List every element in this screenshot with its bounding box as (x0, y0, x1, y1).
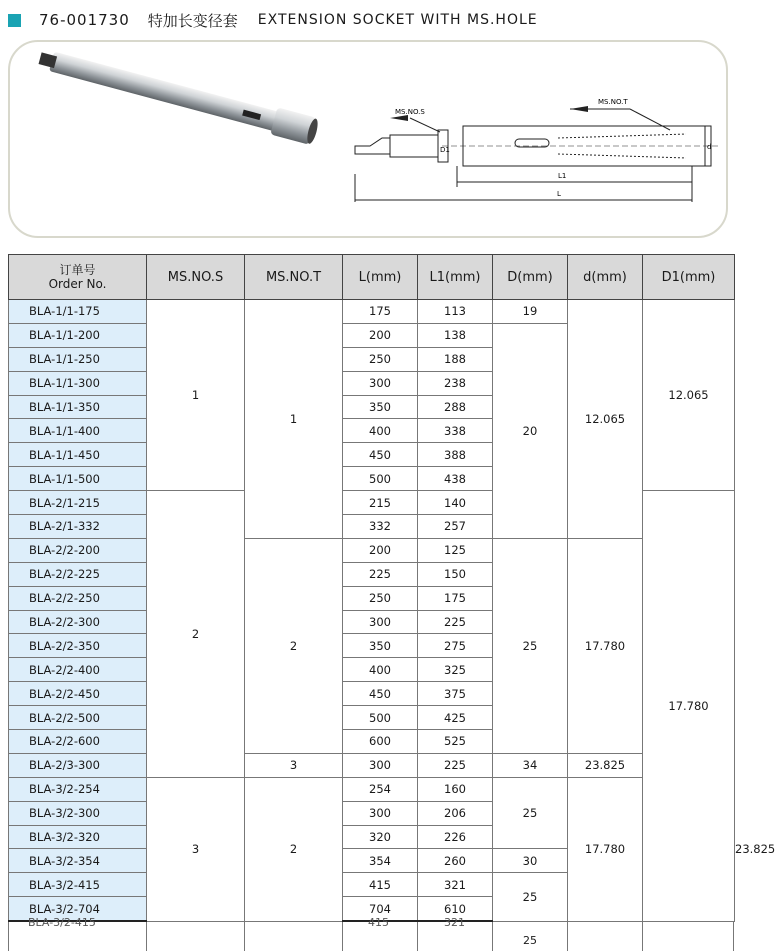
L1-cell: 206 (418, 801, 493, 825)
table-row (9, 538, 735, 562)
D-cell: 25 (493, 777, 568, 849)
L1-cell: 388 (418, 443, 493, 467)
ms-s-cell: 3 (147, 777, 245, 921)
dim-d: d (707, 143, 712, 151)
L1-cell: 140 (418, 491, 493, 515)
order-no: BLA-2/3-300 (9, 753, 147, 777)
L-cell: 332 (343, 515, 418, 539)
L1-cell: 375 (418, 682, 493, 706)
D-cell: 19 (493, 300, 568, 324)
L-cell: 254 (343, 777, 418, 801)
partial-order-no: BLA-3/2-415 (28, 916, 96, 929)
product-code: 76-001730 (39, 11, 130, 29)
order-no: BLA-2/2-500 (9, 706, 147, 730)
L-cell: 450 (343, 443, 418, 467)
D-cell: 20 (493, 323, 568, 538)
order-no: BLA-3/2-320 (9, 825, 147, 849)
order-no: BLA-3/2-300 (9, 801, 147, 825)
D-cell: 25 (493, 873, 568, 921)
L-cell: 415 (343, 873, 418, 897)
L-cell: 250 (343, 347, 418, 371)
order-no: BLA-3/2-354 (9, 849, 147, 873)
L-cell: 704 (343, 897, 418, 921)
order-no: BLA-1/1-250 (9, 347, 147, 371)
L1-cell: 150 (418, 562, 493, 586)
col-L: L(mm) (343, 255, 418, 300)
L-cell: 300 (343, 610, 418, 634)
L-cell: 320 (343, 825, 418, 849)
table-header-row (9, 255, 735, 300)
technical-drawing (10, 42, 730, 240)
L-cell: 300 (343, 753, 418, 777)
col-ms-t: MS.NO.T (245, 255, 343, 300)
L1-cell: 425 (418, 706, 493, 730)
L-cell: 300 (343, 371, 418, 395)
label-ms-t: MS.NO.T (598, 98, 628, 106)
table-row (9, 753, 735, 777)
order-no: BLA-2/1-332 (9, 515, 147, 539)
order-no: BLA-2/2-350 (9, 634, 147, 658)
order-no: BLA-1/1-300 (9, 371, 147, 395)
order-no: BLA-2/2-300 (9, 610, 147, 634)
col-order-no: 订单号 Order No. (9, 255, 147, 300)
table-row (9, 300, 735, 324)
L1-cell: 610 (418, 897, 493, 921)
order-no: BLA-1/1-200 (9, 323, 147, 347)
L1-cell: 288 (418, 395, 493, 419)
product-illustration-panel (8, 40, 728, 238)
L1-cell: 257 (418, 515, 493, 539)
D-cell: 25 (493, 538, 568, 753)
order-no: BLA-2/1-215 (9, 491, 147, 515)
L-cell: 215 (343, 491, 418, 515)
D-cell: 30 (493, 849, 568, 873)
ms-t-cell: 3 (245, 753, 343, 777)
title-english: EXTENSION SOCKET WITH MS.HOLE (257, 12, 538, 28)
table-row: BLA-3/2-254 3 2 254 160 25 17.780 23.825 (9, 777, 735, 801)
L-cell: 350 (343, 634, 418, 658)
L-cell: 400 (343, 419, 418, 443)
col-ms-s: MS.NO.S (147, 255, 245, 300)
dim-D1: D1 (440, 146, 450, 154)
L-cell: 225 (343, 562, 418, 586)
order-no: BLA-3/2-704 (9, 897, 147, 921)
L1-cell: 260 (418, 849, 493, 873)
L-cell: 250 (343, 586, 418, 610)
order-no: BLA-1/1-350 (9, 395, 147, 419)
order-no: BLA-2/2-450 (9, 682, 147, 706)
order-no: BLA-1/1-500 (9, 467, 147, 491)
d-cell: 12.065 (568, 300, 643, 539)
dim-L1: L1 (558, 172, 567, 180)
d-cell: 17.780 (568, 538, 643, 753)
L-cell: 354 (343, 849, 418, 873)
col-d: d(mm) (568, 255, 643, 300)
L1-cell: 175 (418, 586, 493, 610)
cutoff-table-fragment (8, 916, 734, 951)
col-D1: D1(mm) (643, 255, 735, 300)
L-cell: 600 (343, 730, 418, 754)
ms-t-cell: 2 (245, 538, 343, 753)
D-cell: 34 (493, 753, 568, 777)
page-header (8, 6, 538, 34)
col-L1: L1(mm) (418, 255, 493, 300)
ms-s-cell: 2 (147, 491, 245, 778)
D1-cell: 12.065 (643, 300, 735, 491)
order-no: BLA-2/2-225 (9, 562, 147, 586)
L-cell: 450 (343, 682, 418, 706)
L1-cell: 125 (418, 538, 493, 562)
section-marker (8, 14, 21, 27)
ms-s-cell: 1 (147, 300, 245, 491)
L-cell: 200 (343, 323, 418, 347)
col-D: D(mm) (493, 255, 568, 300)
d-cell: 23.825 (568, 753, 643, 777)
L1-cell: 160 (418, 777, 493, 801)
L1-cell: 325 (418, 658, 493, 682)
partial-D: 25 (523, 934, 537, 947)
order-no: BLA-1/1-175 (9, 300, 147, 324)
D1-cell: 17.780 (643, 491, 735, 922)
order-no: BLA-2/2-250 (9, 586, 147, 610)
L-cell: 500 (343, 706, 418, 730)
dim-L: L (557, 190, 561, 198)
L-cell: 175 (343, 300, 418, 324)
d-cell: 17.780 (568, 777, 643, 921)
partial-L1: 321 (444, 916, 465, 929)
order-no: BLA-3/2-415 (9, 873, 147, 897)
L-cell: 300 (343, 801, 418, 825)
L1-cell: 238 (418, 371, 493, 395)
order-no: BLA-2/2-400 (9, 658, 147, 682)
L-cell: 200 (343, 538, 418, 562)
order-no: BLA-1/1-450 (9, 443, 147, 467)
L1-cell: 321 (418, 873, 493, 897)
L1-cell: 188 (418, 347, 493, 371)
L1-cell: 275 (418, 634, 493, 658)
L1-cell: 225 (418, 610, 493, 634)
L1-cell: 525 (418, 730, 493, 754)
partial-L: 415 (368, 916, 389, 929)
spec-table (8, 254, 775, 922)
L-cell: 350 (343, 395, 418, 419)
L1-cell: 226 (418, 825, 493, 849)
L1-cell: 438 (418, 467, 493, 491)
L1-cell: 138 (418, 323, 493, 347)
L1-cell: 338 (418, 419, 493, 443)
ms-t-cell: 1 (245, 300, 343, 539)
L1-cell: 113 (418, 300, 493, 324)
L-cell: 500 (343, 467, 418, 491)
ms-t-cell: 2 (245, 777, 343, 921)
order-no: BLA-3/2-254 (9, 777, 147, 801)
L-cell: 400 (343, 658, 418, 682)
order-no: BLA-2/2-200 (9, 538, 147, 562)
L1-cell: 225 (418, 753, 493, 777)
order-no: BLA-2/2-600 (9, 730, 147, 754)
label-ms-s: MS.NO.S (395, 108, 425, 116)
order-no: BLA-1/1-400 (9, 419, 147, 443)
title-chinese: 特加长变径套 (147, 11, 238, 30)
